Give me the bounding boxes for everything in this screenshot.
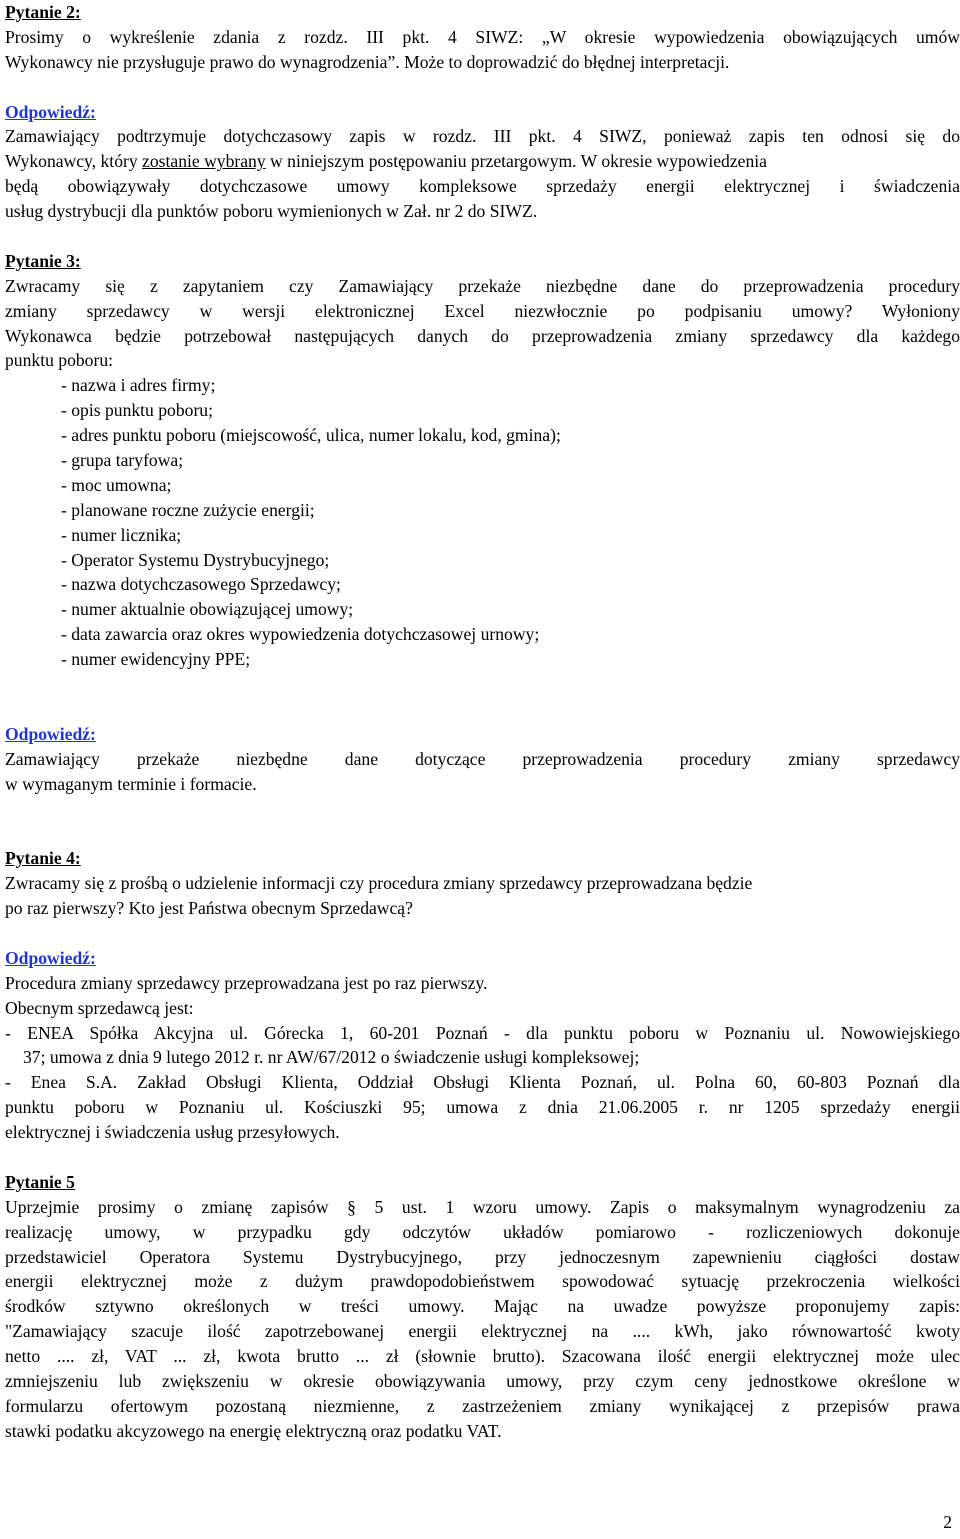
q5-text-line-1: Uprzejmie prosimy o zmianę zapisów § 5 ust. 1 wzoru umowy. Zapis o maksymalnym wynagrodzeniu za <box>5 1196 960 1217</box>
q4-answer-line-7: elektrycznej i świadczenia usług przesyłowych. <box>5 1122 340 1143</box>
q4-text-line-2: po raz pierwszy? Kto jest Państwa obecnym Sprzedawcą? <box>5 898 413 919</box>
q5-text-line-5: środków sztywno określonych w treści umowy. Mając na uwadze powyższe proponujemy zapis: <box>5 1296 960 1317</box>
q4-answer-line-5: - Enea S.A. Zakład Obsługi Klienta, Oddział Obsługi Klienta Poznań, ul. Polna 60, 60-803 Poznań dla <box>5 1072 960 1093</box>
q3-text-line-2: zmiany sprzedawcy w wersji elektronicznej Excel niezwłocznie po podpisaniu umowy? Wyłoniony <box>5 300 960 321</box>
list-item: - numer licznika; <box>61 524 182 545</box>
list-item: - nazwa i adres firmy; <box>61 375 216 396</box>
underlined-phrase: zostanie wybrany <box>142 151 266 172</box>
q4-text-line-1: Zwracamy się z prośbą o udzielenie informacji czy procedura zmiany sprzedawcy przeprowadzana będzie <box>5 873 753 894</box>
q2-answer-line-1: Zamawiający podtrzymuje dotychczasowy zapis w rozdz. III pkt. 4 SIWZ, ponieważ zapis ten odnosi się do <box>5 126 960 147</box>
q5-text-line-6: "Zamawiający szacuje ilość zapotrzebowanej energii elektrycznej na .... kWh, jako równowartość kwoty <box>5 1321 960 1342</box>
q5-text-line-10: stawki podatku akcyzowego na energię elektryczną oraz podatku VAT. <box>5 1420 502 1441</box>
document-body <box>5 0 960 1444</box>
q5-text-line-9: formularzu ofertowym pozostaną niezmienne, z zastrzeżeniem zmiany wynikającej z przepisów prawa <box>5 1395 960 1416</box>
q4-answer-line-4: 37; umowa z dnia 9 lutego 2012 r. nr AW/67/2012 o świadczenie usługi kompleksowej; <box>23 1047 640 1068</box>
q2-answer-line-2: Wykonawcy, który zostanie wybrany w niniejszym postępowaniu przetargowym. W okresie wypowiedzenia <box>5 151 767 172</box>
page-number: 2 <box>943 1512 952 1532</box>
q5-text-line-7: netto .... zł, VAT ... zł, kwota brutto ... zł (słownie brutto). Szacowana ilość energii elektrycznej może ulec <box>5 1346 960 1367</box>
list-item: - nazwa dotychczasowego Sprzedawcy; <box>61 574 341 595</box>
q3-answer-heading: Odpowiedź: <box>5 723 96 744</box>
q3-heading: Pytanie 3: <box>5 250 81 271</box>
q5-text-line-8: zmniejszeniu lub zwiększeniu w okresie obowiązywania umowy, przy czym ceny jednostkowe określone w <box>5 1370 960 1391</box>
q3-answer-line-2: w wymaganym terminie i formacie. <box>5 773 257 794</box>
q4-answer-heading: Odpowiedź: <box>5 947 96 968</box>
q5-text-line-3: przedstawiciel Operatora Systemu Dystrybucyjnego, przy jednoczesnym zapewnieniu ciągłości dostaw <box>5 1246 960 1267</box>
q3-text-line-3: Wykonawca będzie potrzebował następujących danych do przeprowadzenia zmiany sprzedawcy dla każdego <box>5 325 960 346</box>
list-item: - planowane roczne zużycie energii; <box>61 499 315 520</box>
q5-heading: Pytanie 5 <box>5 1171 75 1192</box>
list-item: - Operator Systemu Dystrybucyjnego; <box>61 549 330 570</box>
q2-answer-line-4: usług dystrybucji dla punktów poboru wymienionych w Zał. nr 2 do SIWZ. <box>5 201 538 222</box>
q3-answer-line-1: Zamawiający przekaże niezbędne dane dotyczące przeprowadzenia procedury zmiany sprzedawcy <box>5 748 960 769</box>
q3-text-line-1: Zwracamy się z zapytaniem czy Zamawiający przekaże niezbędne dane do przeprowadzenia procedury <box>5 275 960 296</box>
list-item: - numer ewidencyjny PPE; <box>61 649 251 670</box>
q5-text-line-4: energii elektrycznej może z dużym prawdopodobieństwem spowodować sytuację przekroczenia wielkości <box>5 1271 960 1292</box>
q2-answer-heading: Odpowiedź: <box>5 101 96 122</box>
list-item: - data zawarcia oraz okres wypowiedzenia dotychczasowej urnowy; <box>61 624 540 645</box>
list-item: - moc umowna; <box>61 474 172 495</box>
q4-answer-line-6: punktu poboru w Poznaniu ul. Kościuszki 95; umowa z dnia 21.06.2005 r. nr 1205 sprzedaży energii <box>5 1097 960 1118</box>
q2-text-line-1: Prosimy o wykreślenie zdania z rozdz. III pkt. 4 SIWZ: „W okresie wypowiedzenia obowiązujących umów <box>5 26 960 47</box>
q2-text-line-2: Wykonawcy nie przysługuje prawo do wynagrodzenia”. Może to doprowadzić do błędnej interpretacji. <box>5 51 730 72</box>
list-item: - numer aktualnie obowiązującej umowy; <box>61 599 354 620</box>
q3-text-line-4: punktu poboru: <box>5 350 114 371</box>
q4-answer-line-2: Obecnym sprzedawcą jest: <box>5 997 194 1018</box>
q2-answer-line-3: będą obowiązywały dotychczasowe umowy kompleksowe sprzedaży energii elektrycznej i świadczenia <box>5 176 960 197</box>
q2-heading: Pytanie 2: <box>5 2 81 22</box>
q4-heading: Pytanie 4: <box>5 848 81 869</box>
list-item: - grupa taryfowa; <box>61 450 184 471</box>
list-item: - opis punktu poboru; <box>61 400 213 421</box>
q4-answer-line-3: - ENEA Spółka Akcyjna ul. Górecka 1, 60-201 Poznań - dla punktu poboru w Poznaniu ul. Nowowiejskiego <box>5 1022 960 1043</box>
q4-answer-line-1: Procedura zmiany sprzedawcy przeprowadzana jest po raz pierwszy. <box>5 972 488 993</box>
q5-text-line-2: realizację umowy, w przypadku gdy odczytów układów pomiarowo - rozliczeniowych dokonuje <box>5 1221 960 1242</box>
list-item: - adres punktu poboru (miejscowość, ulica, numer lokalu, kod, gmina); <box>61 425 561 446</box>
